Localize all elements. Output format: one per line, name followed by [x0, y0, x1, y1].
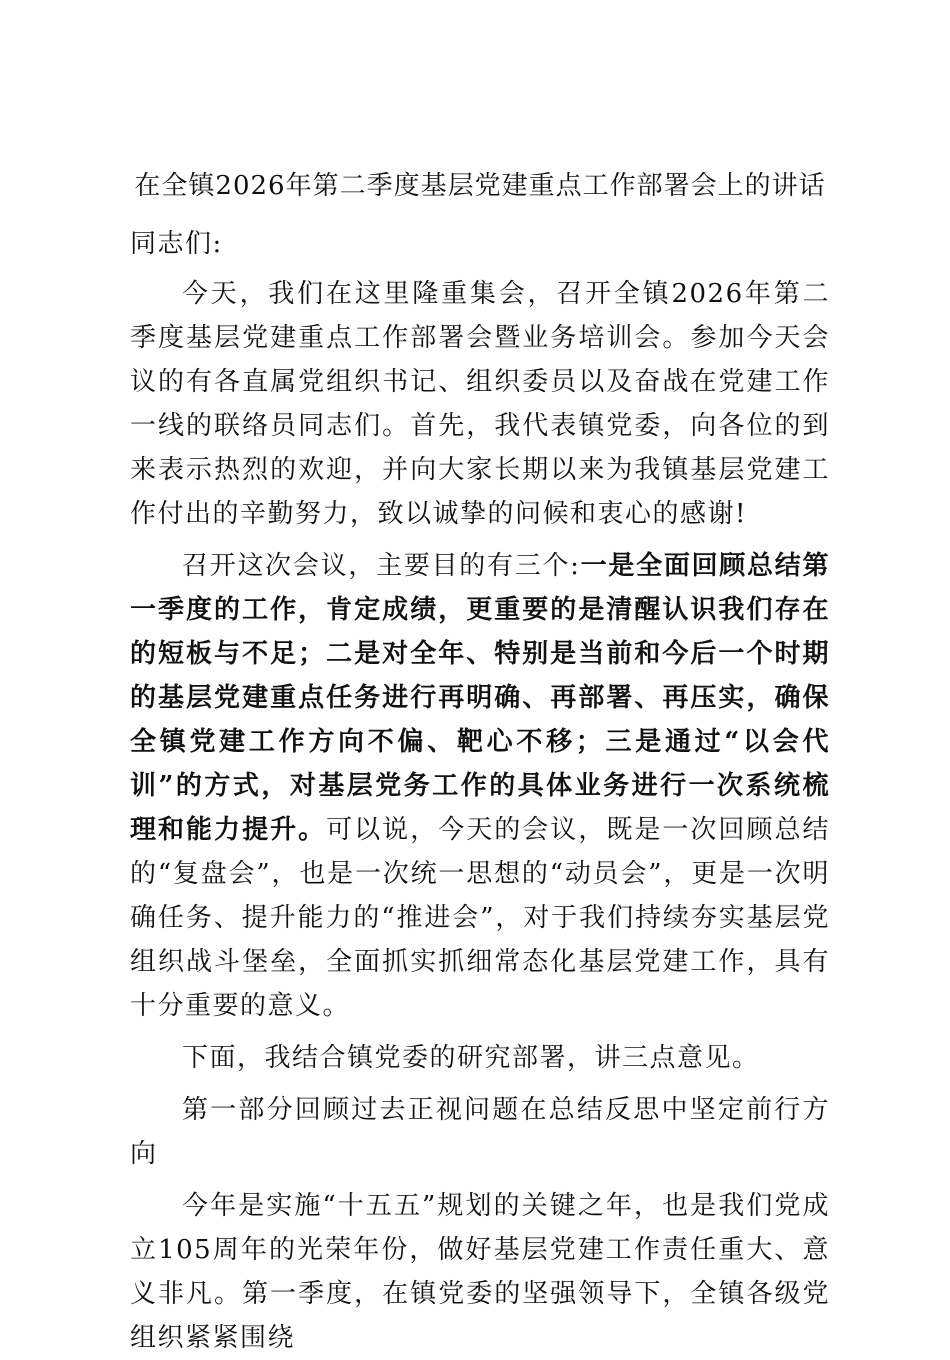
- paragraph-purpose: [130, 544, 830, 1028]
- section-heading-part-one: 第一部分回顾过去正视问题在总结反思中坚定前行方向: [130, 1095, 830, 1169]
- paragraph-purpose-emphasis: 一是全面回顾总结第一季度的工作，肯定成绩，更重要的是清醒认识我们存在的短板与不足；二是对全年、特别是当前和今后一个时期的基层党建重点任务进行再明确、再部署、再压实，确保全镇党建工作方向不偏、靶心不移；三是通过“以会代训”的方式，对基层党务工作的具体业务进行一次系统梳理和能力提升。: [130, 551, 830, 845]
- paragraph-outline: 下面，我结合镇党委的研究部署，讲三点意见。: [182, 1043, 760, 1073]
- document-body: [130, 222, 830, 1360]
- document-title: 在全镇2026年第二季度基层党建重点工作部署会上的讲话: [134, 171, 826, 201]
- paragraph-part-one: 今年是实施“十五五”规划的关键之年，也是我们党成立105周年的光荣年份，做好基层党建工作责任重大、意义非凡。第一季度，在镇党委的坚强领导下，全镇各级党组织紧紧围绕: [130, 1191, 830, 1353]
- salutation: 同志们:: [130, 229, 223, 259]
- paragraph-purpose-lead: 召开这次会议，主要目的有三个:: [182, 551, 581, 581]
- paragraph-purpose-tail: 可以说，今天的会议，既是一次回顾总结的“复盘会”，也是一次统一思想的“动员会”，更是一次明确任务、提升能力的“推进会”，对于我们持续夯实基层党组织战斗堡垒，全面抓实抓细常态化基层党建工作，具有十分重要的意义。: [130, 815, 830, 1021]
- paragraph-opening: 今天，我们在这里隆重集会，召开全镇2026年第二季度基层党建重点工作部署会暨业务培训会。参加今天会议的有各直属党组织书记、组织委员以及奋战在党建工作一线的联络员同志们。首先，我代表镇党委，向各位的到来表示热烈的欢迎，并向大家长期以来为我镇基层党建工作付出的辛勤努力，致以诚挚的问候和衷心的感谢!: [130, 279, 830, 529]
